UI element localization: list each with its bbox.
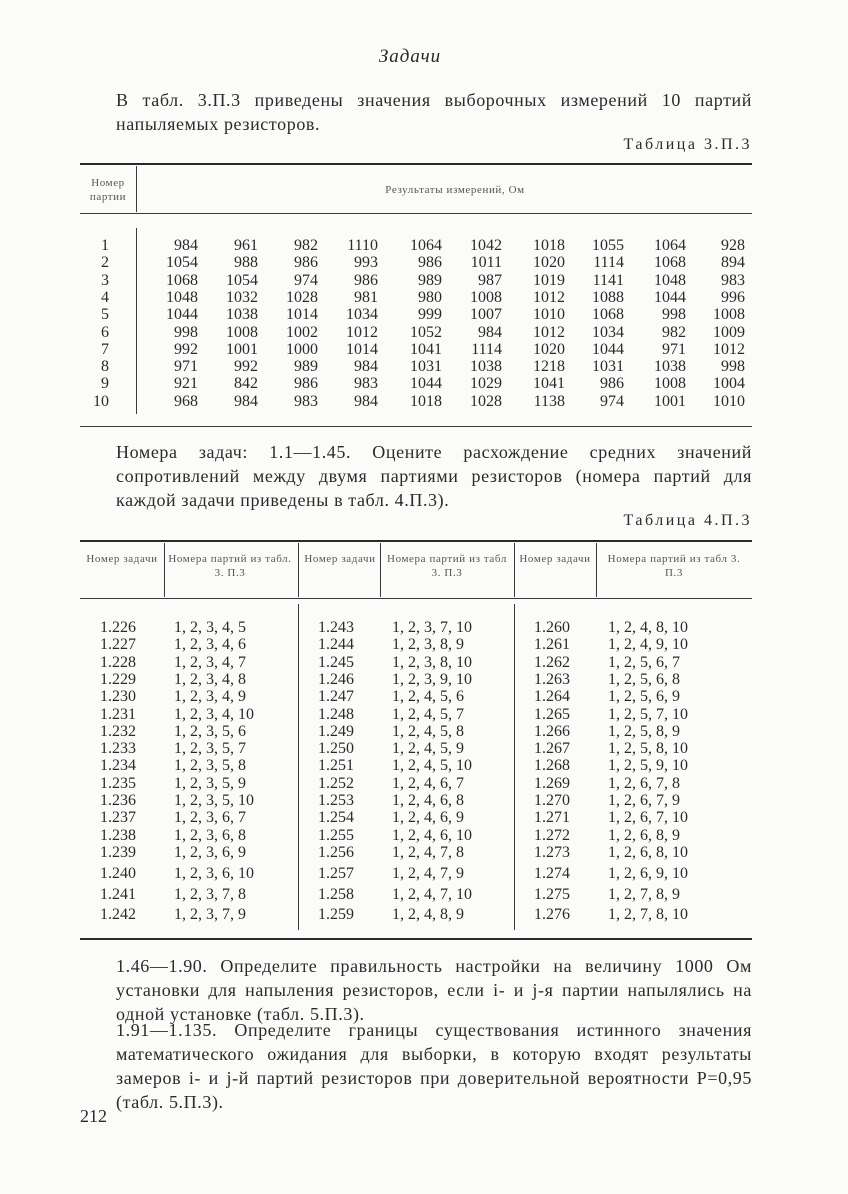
table2-task-number: 1.275: [534, 885, 570, 903]
table1-batch-number: 6: [101, 323, 109, 341]
table1-cell: 984: [354, 392, 378, 410]
table1-cell: 1054: [226, 271, 258, 289]
table1-cell: 1012: [533, 323, 565, 341]
table1-batch-number: 4: [101, 288, 109, 306]
table2-task-number: 1.247: [318, 688, 354, 706]
table2-header-batches-2: Номера партий из табл 3. П.3: [387, 553, 507, 579]
table2-task-number: 1.261: [534, 636, 570, 654]
table1-batch-number: 10: [93, 392, 109, 410]
table2-task-number: 1.255: [318, 826, 354, 844]
table1-cell: 1031: [410, 358, 442, 376]
table1-header-divider: [136, 166, 137, 212]
table1-cell: 1088: [592, 288, 624, 306]
table1-cell: 1114: [471, 340, 502, 358]
table1-cell: 986: [418, 254, 442, 272]
table2-task-number: 1.269: [534, 774, 570, 792]
table1-cell: 1012: [533, 288, 565, 306]
table2-batch-list: 1, 2, 4, 6, 8: [392, 792, 464, 809]
table1-cell: 1052: [410, 323, 442, 341]
paragraph-tasks-1-45-text: Номера задач: 1.1—1.45. Оцените расхождение средних значений сопротивлений между двумя партиями резисторов (номера партий для каждой задачи приведены в табл. 4.П.3).: [116, 442, 752, 510]
table1-cell: 961: [234, 237, 258, 254]
table2-batch-list: 1, 2, 4, 5, 8: [392, 722, 464, 740]
table2-header-task-2: Номер задачи: [304, 553, 376, 565]
table2-body-divider-2: [514, 604, 515, 930]
table2-task-number: 1.272: [534, 826, 570, 844]
table1-cell: 1010: [533, 306, 565, 324]
table1-cell: 980: [418, 288, 442, 306]
table2-header-task-3: Номер задачи: [519, 553, 591, 565]
table2-header-task-1: Номер задачи: [86, 553, 158, 565]
table2-batch-list: 1, 2, 4, 5, 10: [392, 757, 472, 775]
table2-task-number: 1.241: [100, 885, 136, 903]
table2-task-number: 1.230: [100, 688, 136, 706]
table1-cell: 1044: [410, 375, 442, 393]
table1-cell: 1048: [166, 288, 198, 306]
table1-cell: 1012: [713, 340, 745, 358]
table2-batch-list: 1, 2, 7, 8, 10: [608, 906, 688, 924]
table1-cell: 1064: [654, 237, 686, 254]
table1-cell: 984: [478, 323, 502, 341]
table1-cell: 1008: [470, 288, 502, 306]
table1-cell: 1011: [470, 254, 502, 272]
table1-cell: 968: [174, 392, 198, 410]
table2-task-number: 1.276: [534, 906, 570, 924]
table2-task-number: 1.228: [100, 653, 136, 671]
table2-task-number: 1.274: [534, 864, 570, 882]
table2-batch-list: 1, 2, 3, 8, 9: [392, 636, 464, 654]
table1-cell: 1068: [166, 271, 198, 289]
table1-cell: 1001: [226, 340, 258, 358]
table1-batch-number: 9: [101, 375, 109, 393]
table1-cell: 986: [354, 271, 378, 289]
table2-task-number: 1.267: [534, 740, 570, 758]
table2-task-number: 1.270: [534, 792, 570, 809]
table2-batch-list: 1, 2, 4, 8, 10: [608, 619, 688, 636]
table1-batch-number: 7: [101, 340, 109, 358]
table2-task-number: 1.262: [534, 653, 570, 671]
table2-batch-list: 1, 2, 6, 7, 8: [608, 774, 680, 792]
table2-task-number: 1.246: [318, 670, 354, 688]
table1-cell: 1002: [286, 323, 318, 341]
table1-batch-number: 2: [101, 254, 109, 272]
table1-cell: 1038: [470, 358, 502, 376]
table2-batch-list: 1, 2, 6, 8, 9: [608, 826, 680, 844]
table2-task-number: 1.242: [100, 906, 136, 924]
table1-cell: 1041: [533, 375, 565, 393]
table2-task-number: 1.235: [100, 774, 136, 792]
table1-cell: 1014: [286, 306, 318, 324]
table1-cell: 984: [354, 358, 378, 376]
table1-cell: 1001: [654, 392, 686, 410]
table2-header-batches-3: Номера партий из табл 3. П.3: [607, 553, 741, 579]
table2-batch-list: 1, 2, 4, 9, 10: [608, 636, 688, 654]
table2-task-number: 1.253: [318, 792, 354, 809]
table1-cell: 974: [294, 271, 318, 289]
intro-text: В табл. 3.П.3 приведены значения выборочных измерений 10 партий напыляемых резисторов.: [116, 90, 752, 134]
table1-cell: 1007: [470, 306, 502, 324]
table1-cell: 1012: [346, 323, 378, 341]
table1-cell: 1029: [470, 375, 502, 393]
table1-header-batch: Номер партии: [89, 177, 127, 203]
table1-cell: 921: [174, 375, 198, 393]
intro-paragraph: [116, 88, 752, 136]
table2-batch-list: 1, 2, 3, 5, 6: [174, 722, 246, 740]
table1-cell: 1048: [654, 271, 686, 289]
table2-task-number: 1.233: [100, 740, 136, 758]
table1-cell: 1068: [592, 306, 624, 324]
table1-cell: 1138: [533, 392, 565, 410]
table2-header-divider-2: [298, 543, 299, 597]
table2-batch-list: 1, 2, 6, 7, 10: [608, 809, 688, 827]
table2-task-number: 1.226: [100, 619, 136, 636]
table1-cell: 1041: [410, 340, 442, 358]
table1-cell: 1020: [533, 254, 565, 272]
table2-task-number: 1.257: [318, 864, 354, 882]
table2-caption: Таблица 4.П.3: [623, 512, 752, 529]
table1-cell: 986: [294, 254, 318, 272]
table2-task-number: 1.273: [534, 843, 570, 861]
table1-cell: 1028: [470, 392, 502, 410]
table2-header-rule: [80, 598, 752, 599]
table2-batch-list: 1, 2, 3, 4, 6: [174, 636, 246, 654]
table2-task-number: 1.239: [100, 843, 136, 861]
table2-task-number: 1.256: [318, 843, 354, 861]
table1-cell: 1055: [592, 237, 624, 254]
table1-cell: 1044: [592, 340, 624, 358]
table2-batch-list: 1, 2, 3, 9, 10: [392, 670, 472, 688]
table2-header-divider-1: [164, 543, 165, 597]
table2-task-number: 1.240: [100, 864, 136, 882]
table1-cell: 984: [174, 237, 198, 254]
table2-task-number: 1.232: [100, 722, 136, 740]
table2-batch-list: 1, 2, 4, 5, 6: [392, 688, 464, 706]
table1-cell: 1038: [654, 358, 686, 376]
table1-cell: 1014: [346, 340, 378, 358]
table2-batch-list: 1, 2, 4, 6, 10: [392, 826, 472, 844]
table1-cell: 1004: [713, 375, 745, 393]
table1-cell: 989: [294, 358, 318, 376]
paragraph-tasks-46-90: [116, 954, 752, 1026]
table1-cell: 1010: [713, 392, 745, 410]
table2-task-number: 1.244: [318, 636, 354, 654]
table2-batch-list: 1, 2, 3, 4, 10: [174, 705, 254, 723]
table1-cell: 982: [294, 237, 318, 254]
paragraph-tasks-91-135: [116, 1018, 752, 1114]
table1-header-results: Результаты измерений, Ом: [385, 184, 525, 196]
table2-batch-list: 1, 2, 3, 5, 9: [174, 774, 246, 792]
table1-header-rule: [80, 213, 752, 214]
table1-body-divider: [136, 228, 137, 414]
table1-cell: 984: [234, 392, 258, 410]
table2-batch-list: 1, 2, 6, 9, 10: [608, 864, 688, 882]
table1-cell: 987: [478, 271, 502, 289]
table2-batch-list: 1, 2, 3, 6, 7: [174, 809, 246, 827]
table2-batch-list: 1, 2, 7, 8, 9: [608, 885, 680, 903]
paragraph-tasks-91-135-text: 1.91—1.135. Определите границы существования истинного значения математического ожидания для выборки, в которую входят результаты замеров i- и j-й партий резисторов при доверительной вероятности P=0,95 (табл. 5.П.3).: [116, 1020, 752, 1112]
table2-batch-list: 1, 2, 3, 4, 7: [174, 653, 246, 671]
table2-header-divider-4: [514, 543, 515, 597]
table2-bottom-rule: [80, 938, 752, 940]
table2-batch-list: 1, 2, 5, 8, 9: [608, 722, 680, 740]
table2-batch-list: 1, 2, 3, 4, 5: [174, 619, 246, 636]
table1-caption: Таблица 3.П.3: [623, 136, 752, 153]
table1-cell: 986: [294, 375, 318, 393]
table1-cell: 998: [174, 323, 198, 341]
table1-cell: 1008: [654, 375, 686, 393]
table1-bottom-rule: [80, 426, 752, 427]
table2-batch-list: 1, 2, 5, 8, 10: [608, 740, 688, 758]
table1-cell: 1000: [286, 340, 318, 358]
table2-task-number: 1.248: [318, 705, 354, 723]
table1-cell: 1020: [533, 340, 565, 358]
table1-cell: 971: [174, 358, 198, 376]
table2-task-number: 1.252: [318, 774, 354, 792]
table2-batch-list: 1, 2, 4, 5, 7: [392, 705, 464, 723]
table2-task-number: 1.231: [100, 705, 136, 723]
table2-batch-list: 1, 2, 3, 4, 8: [174, 670, 246, 688]
table2-batch-list: 1, 2, 4, 7, 10: [392, 885, 472, 903]
table1-cell: 1018: [533, 237, 565, 254]
table2-batch-list: 1, 2, 3, 5, 7: [174, 740, 246, 758]
section-title: Задачи: [378, 46, 442, 67]
table1-cell: 1054: [166, 254, 198, 272]
paragraph-tasks-46-90-text: 1.46—1.90. Определите правильность настройки на величину 1000 Ом установки для напыления резисторов, если i- и j-я партии напылялись на одной установке (табл. 5.П.3).: [116, 956, 752, 1024]
table1-batch-number: 3: [101, 271, 109, 289]
table2-batch-list: 1, 2, 3, 4, 9: [174, 688, 246, 706]
table2-task-number: 1.260: [534, 619, 570, 636]
table1-cell: 1110: [347, 237, 378, 254]
page-number: 212: [80, 1106, 107, 1126]
table2-batch-list: 1, 2, 3, 8, 10: [392, 653, 472, 671]
table2-task-number: 1.227: [100, 636, 136, 654]
table1-cell: 1031: [592, 358, 624, 376]
table2-task-number: 1.264: [534, 688, 570, 706]
table2-task-number: 1.243: [318, 619, 354, 636]
table1-cell: 998: [721, 358, 745, 376]
table2-task-number: 1.271: [534, 809, 570, 827]
table1-cell: 1042: [470, 237, 502, 254]
table2-batch-list: 1, 2, 4, 7, 8: [392, 843, 464, 861]
table1-cell: 993: [354, 254, 378, 272]
table2-batch-list: 1, 2, 5, 9, 10: [608, 757, 688, 775]
table1-cell: 989: [418, 271, 442, 289]
table1-cell: 982: [662, 323, 686, 341]
table2-task-number: 1.254: [318, 809, 354, 827]
table2-task-number: 1.229: [100, 670, 136, 688]
table1-cell: 992: [174, 340, 198, 358]
table2-header-divider-3: [380, 543, 381, 597]
table1-cell: 1068: [654, 254, 686, 272]
table1-cell: 986: [600, 375, 624, 393]
table2-task-number: 1.245: [318, 653, 354, 671]
table2-top-rule: [80, 540, 752, 542]
table2-body-divider-1: [298, 604, 299, 930]
table1-cell: 1034: [592, 323, 624, 341]
table1-cell: 974: [600, 392, 624, 410]
table1-batch-number: 5: [101, 306, 109, 324]
table2-task-number: 1.249: [318, 722, 354, 740]
table1-batch-number: 8: [101, 358, 109, 376]
table2-task-number: 1.250: [318, 740, 354, 758]
table1-cell: 981: [354, 288, 378, 306]
table1-cell: 1141: [592, 271, 624, 289]
table1-cell: 1114: [593, 254, 624, 272]
table2-header-batches-1: Номера партий из табл. 3. П.3: [168, 553, 292, 579]
table2-header-divider-5: [596, 543, 597, 597]
table2-task-number: 1.265: [534, 705, 570, 723]
table2-batch-list: 1, 2, 5, 6, 9: [608, 688, 680, 706]
table2-batch-list: 1, 2, 4, 7, 9: [392, 864, 464, 882]
table2-batch-list: 1, 2, 6, 7, 9: [608, 792, 680, 809]
table2-batch-list: 1, 2, 3, 7, 10: [392, 619, 472, 636]
table1-cell: 1034: [346, 306, 378, 324]
table1-batch-number: 1: [101, 237, 109, 254]
table1-cell: 894: [721, 254, 745, 272]
table2-task-number: 1.236: [100, 792, 136, 809]
table1-cell: 983: [721, 271, 745, 289]
table1-cell: 992: [234, 358, 258, 376]
table1-cell: 842: [234, 375, 258, 393]
paragraph-tasks-1-45: [116, 440, 752, 512]
table2-task-number: 1.259: [318, 906, 354, 924]
table1-cell: 1038: [226, 306, 258, 324]
table1-cell: 988: [234, 254, 258, 272]
table1-cell: 1218: [533, 358, 565, 376]
table2-batch-list: 1, 2, 5, 6, 8: [608, 670, 680, 688]
table1-cell: 1008: [226, 323, 258, 341]
table1-cell: 1009: [713, 323, 745, 341]
table1-cell: 998: [662, 306, 686, 324]
table1-cell: 1064: [410, 237, 442, 254]
table2-batch-list: 1, 2, 4, 5, 9: [392, 740, 464, 758]
table2-batch-list: 1, 2, 3, 6, 10: [174, 864, 254, 882]
table2-batch-list: 1, 2, 3, 6, 9: [174, 843, 246, 861]
table2-task-number: 1.263: [534, 670, 570, 688]
table1-cell: 983: [294, 392, 318, 410]
table2-batch-list: 1, 2, 3, 5, 10: [174, 792, 254, 809]
table1-cell: 1044: [166, 306, 198, 324]
table2-task-number: 1.266: [534, 722, 570, 740]
table1-cell: 996: [721, 288, 745, 306]
table2-batch-list: 1, 2, 5, 7, 10: [608, 705, 688, 723]
table2-batch-list: 1, 2, 5, 6, 7: [608, 653, 680, 671]
table2-task-number: 1.268: [534, 757, 570, 775]
table1-cell: 1018: [410, 392, 442, 410]
table2-batch-list: 1, 2, 4, 8, 9: [392, 906, 464, 924]
table1-top-rule: [80, 163, 752, 165]
table2-task-number: 1.238: [100, 826, 136, 844]
table1-cell: 983: [354, 375, 378, 393]
table2-task-number: 1.251: [318, 757, 354, 775]
table2-batch-list: 1, 2, 4, 6, 9: [392, 809, 464, 827]
table2-batch-list: 1, 2, 3, 6, 8: [174, 826, 246, 844]
table2-batch-list: 1, 2, 4, 6, 7: [392, 774, 464, 792]
table1-cell: 1028: [286, 288, 318, 306]
table2-batch-list: 1, 2, 3, 7, 9: [174, 906, 246, 924]
table1-cell: 1019: [533, 271, 565, 289]
table2-task-number: 1.234: [100, 757, 136, 775]
table2-batch-list: 1, 2, 3, 5, 8: [174, 757, 246, 775]
table1-cell: 971: [662, 340, 686, 358]
table2-batch-list: 1, 2, 3, 7, 8: [174, 885, 246, 903]
table1-cell: 999: [418, 306, 442, 324]
table2-batch-list: 1, 2, 6, 8, 10: [608, 843, 688, 861]
table1-cell: 1008: [713, 306, 745, 324]
table1-cell: 928: [721, 237, 745, 254]
table2-task-number: 1.258: [318, 885, 354, 903]
table1-cell: 1044: [654, 288, 686, 306]
table2-task-number: 1.237: [100, 809, 136, 827]
table1-cell: 1032: [226, 288, 258, 306]
